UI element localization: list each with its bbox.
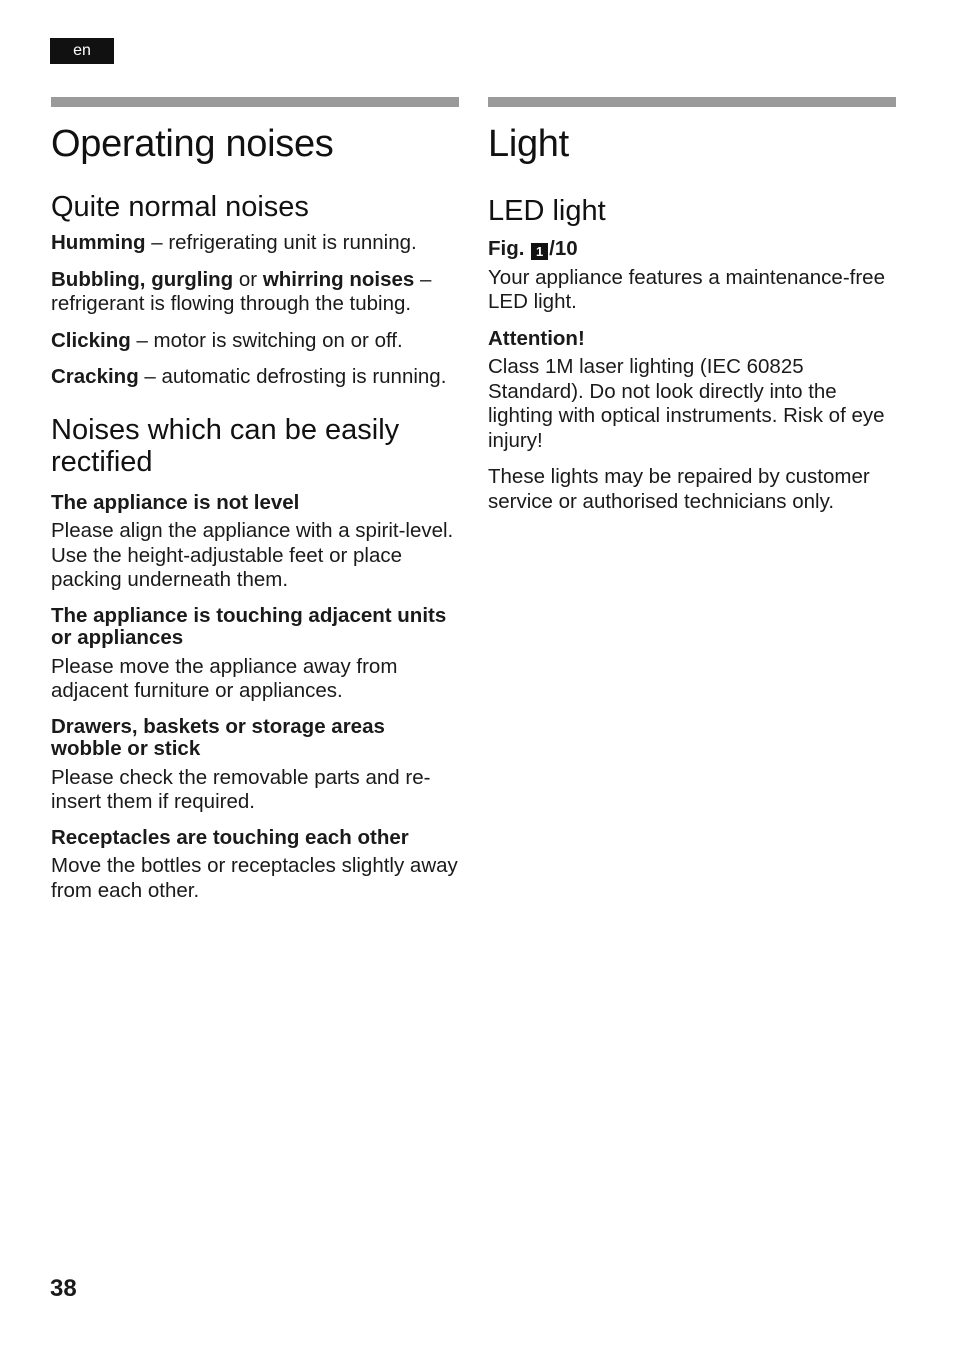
- figure-prefix: Fig.: [488, 237, 525, 260]
- rectify-item-body: Move the bottles or receptacles slightly away from each other.: [51, 854, 458, 902]
- light-section: [488, 97, 896, 514]
- rectify-item-title: Receptacles are touching each other: [51, 825, 409, 849]
- figure-reference: [488, 237, 896, 262]
- noise-item: [51, 231, 459, 256]
- noise-term: whirring noises: [262, 267, 415, 291]
- noise-desc: – automatic defrosting is running.: [138, 365, 447, 388]
- noise-term: Clicking: [51, 328, 131, 352]
- rectify-item-body: Please check the removable parts and re-insert them if required.: [51, 765, 431, 813]
- noise-term: Humming: [51, 231, 146, 254]
- noise-desc: – motor is switching on or off.: [130, 328, 403, 352]
- noise-item: [51, 365, 459, 390]
- normal-noises-heading: Quite normal noises: [51, 191, 309, 223]
- rectify-item-title: Drawers, baskets or storage areas wobble or stick: [51, 714, 385, 760]
- attention-text: Class 1M laser lighting (IEC 60825 Standard). Do not look directly into the lighting with optical instruments. Risk of eye injury!: [488, 355, 885, 452]
- rectify-item: [51, 827, 459, 904]
- rectify-item-title: The appliance is not level: [51, 490, 300, 514]
- section-title: Light: [488, 123, 569, 165]
- section-rule: [488, 97, 896, 107]
- rectify-item: [51, 716, 459, 815]
- rectify-item-body: Please align the appliance with a spirit-level. Use the height-adjustable feet or place packing underneath them.: [51, 519, 454, 591]
- section-title: Operating noises: [51, 123, 334, 165]
- rectify-item: [51, 605, 459, 704]
- noise-item: [51, 268, 459, 317]
- figure-number-badge: 1: [531, 243, 548, 260]
- noise-desc: – refrigerant is flowing through the tubing.: [51, 267, 432, 315]
- rectify-item: [51, 492, 459, 593]
- service-text: These lights may be repaired by customer service or authorised technicians only.: [488, 465, 870, 513]
- noise-item: [51, 329, 459, 354]
- page-number: 38: [50, 1275, 77, 1302]
- led-light-heading: LED light: [488, 195, 606, 227]
- noise-term: Cracking: [51, 365, 139, 388]
- section-rule: [51, 97, 459, 107]
- attention-label: Attention!: [488, 326, 585, 350]
- noise-term: Bubbling, gurgling: [51, 267, 234, 291]
- rectify-item-body: Please move the appliance away from adjacent furniture or appliances.: [51, 654, 398, 702]
- led-intro-text: Your appliance features a maintenance-free LED light.: [488, 265, 885, 313]
- language-tag: en: [50, 38, 114, 64]
- operating-noises-section: [51, 97, 459, 903]
- rectify-item-title: The appliance is touching adjacent units or appliances: [51, 603, 447, 649]
- normal-noises-list: [51, 231, 459, 390]
- noise-connector: or: [233, 267, 263, 291]
- rectified-noises-heading: Noises which can be easily rectified: [51, 413, 400, 478]
- figure-suffix: /10: [549, 237, 578, 260]
- noise-desc: – refrigerating unit is running.: [145, 231, 417, 254]
